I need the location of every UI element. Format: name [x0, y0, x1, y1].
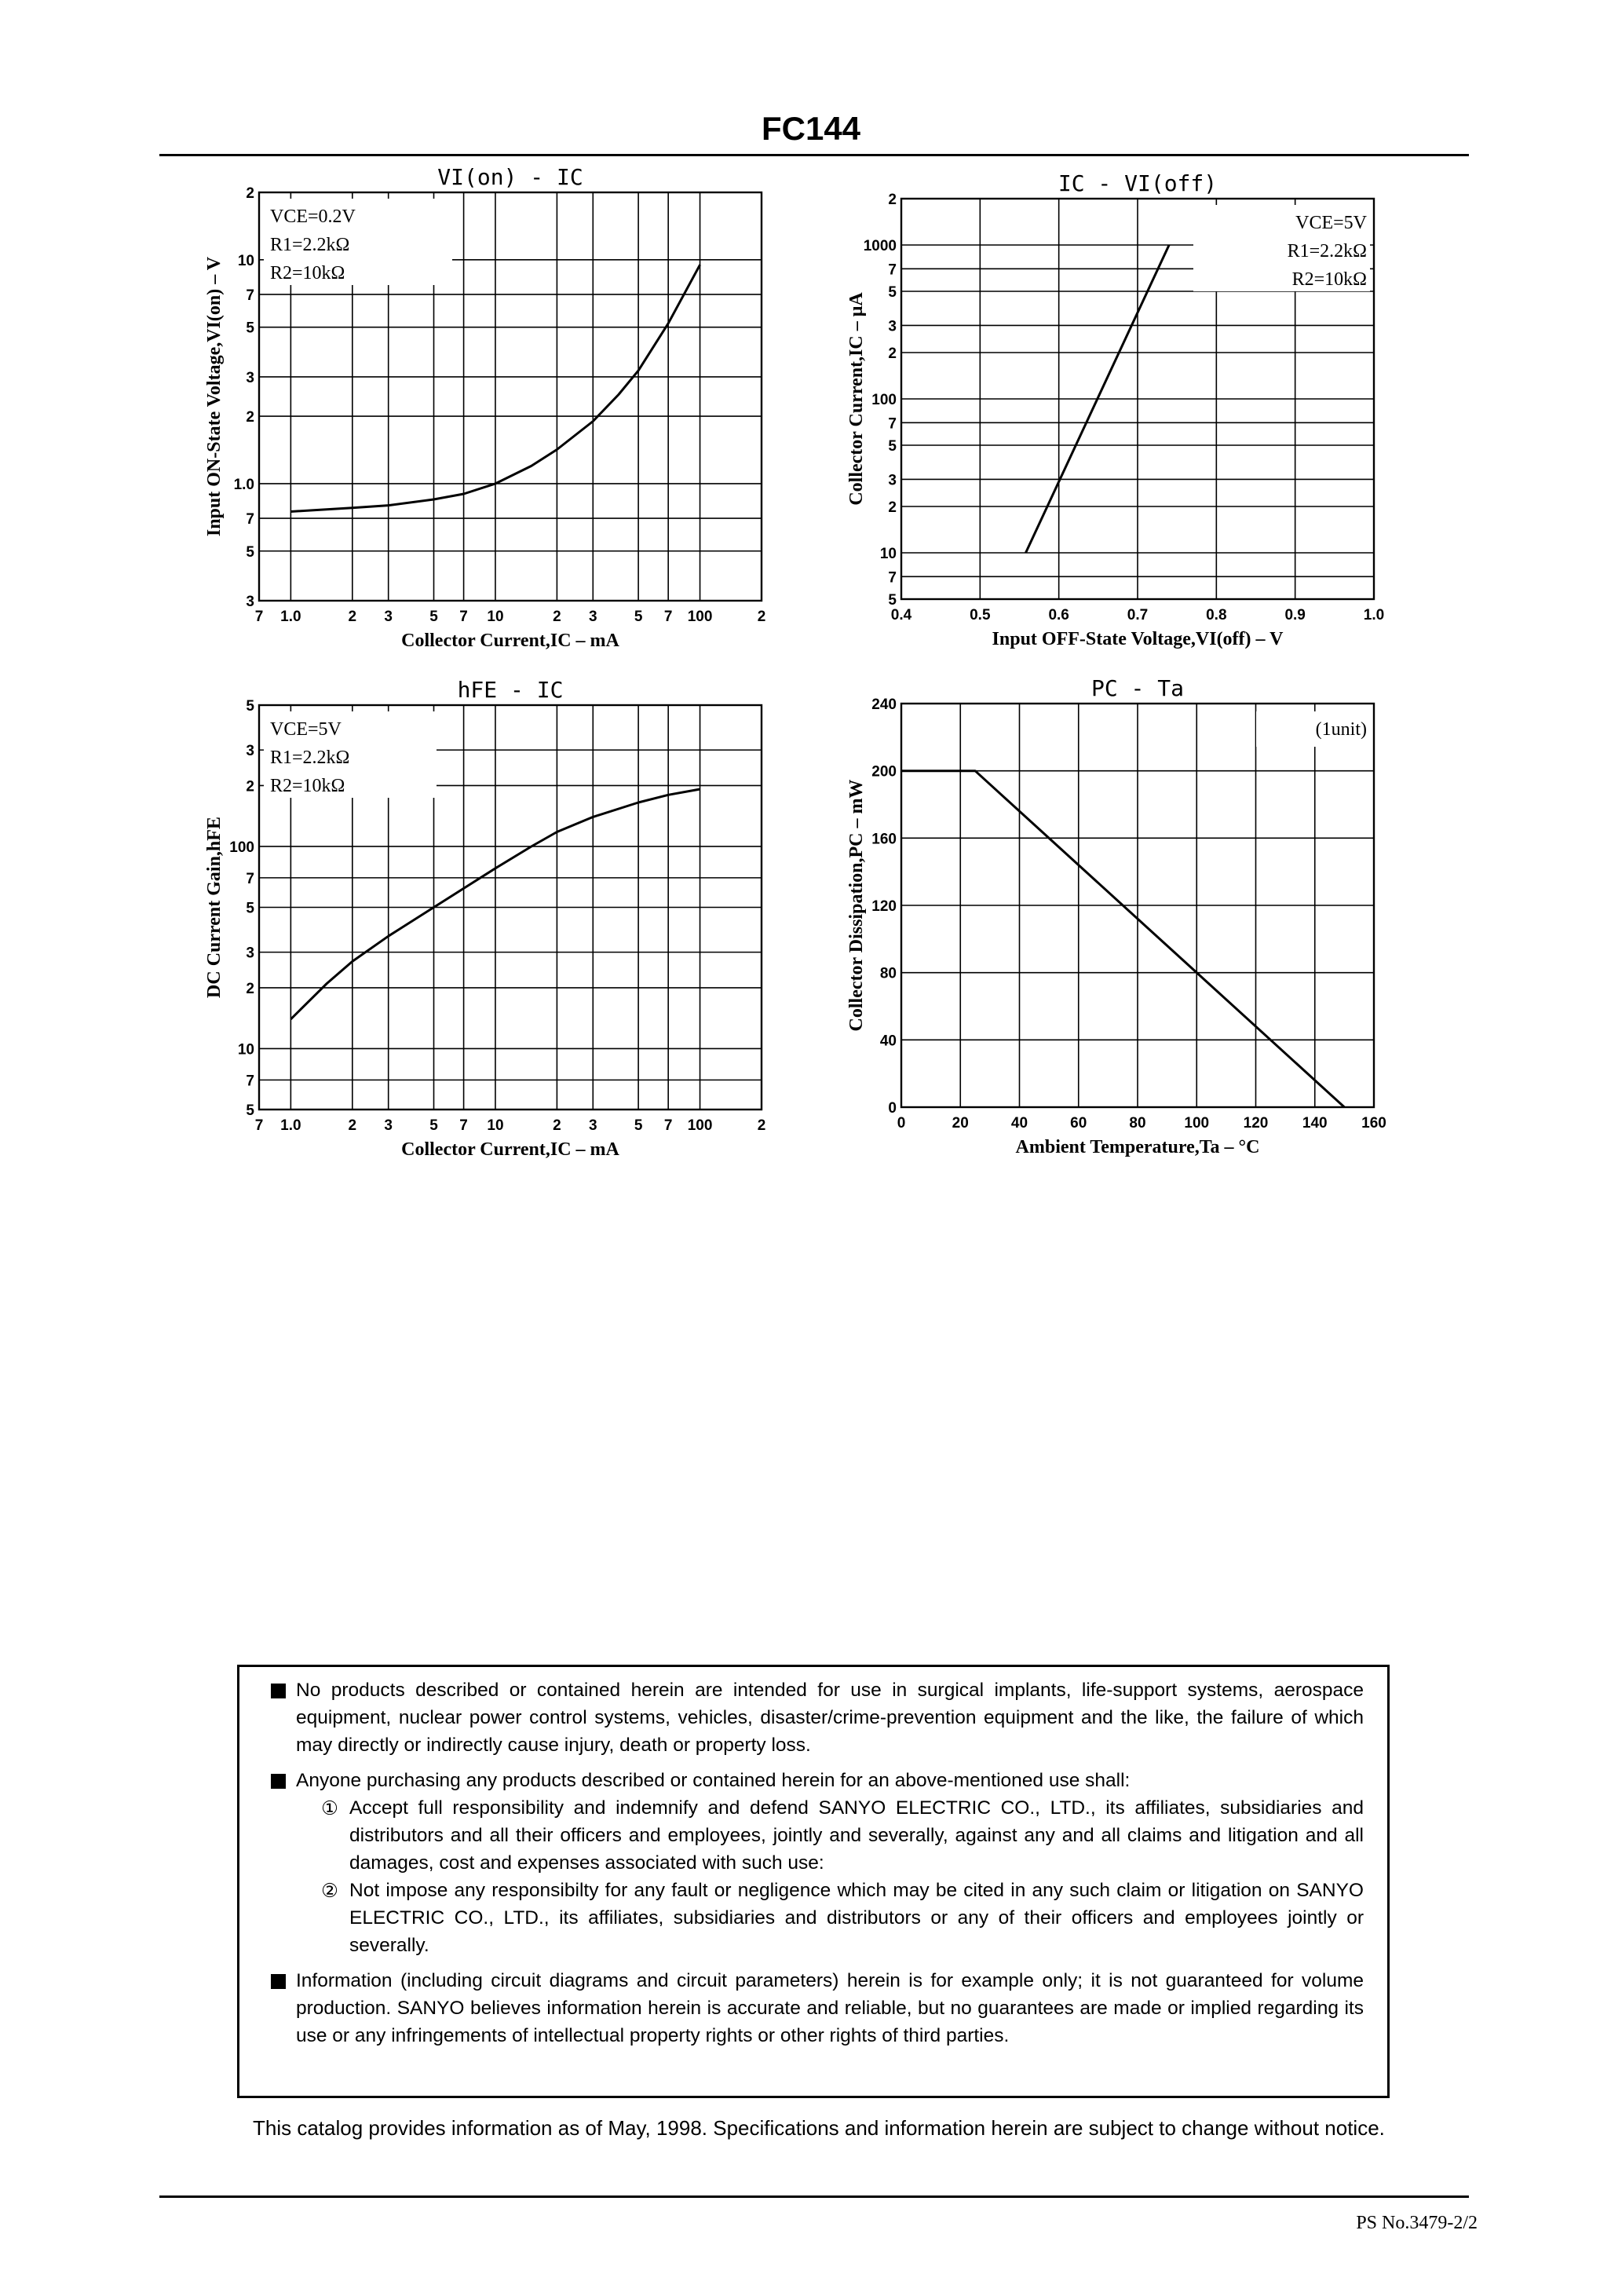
bullet-square-icon [271, 1774, 286, 1789]
y-tick-label: 7 [246, 1073, 254, 1090]
y-tick-label: 10 [237, 252, 254, 269]
x-tick-label: 2 [553, 1117, 561, 1134]
y-tick-label: 10 [237, 1041, 254, 1058]
x-tick-label: 1.0 [280, 609, 301, 625]
x-tick-label: 2 [757, 609, 766, 625]
y-tick-label: 3 [246, 743, 254, 760]
chart-title: PC - Ta [1090, 675, 1185, 701]
x-tick-label: 0.8 [1206, 607, 1227, 623]
x-tick-label: 10 [487, 1117, 504, 1134]
ps-number: PS No.3479-2/2 [1356, 2213, 1478, 2233]
y-tick-label: 100 [229, 839, 254, 856]
y-tick-label: 1000 [863, 238, 897, 255]
circled-number: ② [321, 1879, 338, 1902]
chart-title: VI(on) - IC [437, 164, 583, 190]
notice-item [271, 1967, 1364, 2049]
y-tick-label: 2 [888, 192, 897, 208]
x-tick-label: 2 [348, 1117, 357, 1134]
y-tick-label: 2 [888, 345, 897, 362]
x-tick-label: 2 [757, 1117, 766, 1134]
condition-label: R1=2.2kΩ [270, 235, 350, 255]
y-tick-label: 7 [888, 261, 897, 279]
condition-label: R2=10kΩ [1291, 269, 1367, 290]
x-tick-label: 7 [663, 609, 673, 625]
x-tick-label: 5 [429, 609, 438, 625]
x-tick-label: 0.6 [1048, 607, 1069, 623]
y-tick-label: 1.0 [233, 476, 254, 493]
x-tick-label: 3 [589, 609, 597, 625]
y-tick-label: 200 [871, 763, 897, 781]
x-tick-label: 160 [1361, 1115, 1386, 1132]
x-tick-label: 100 [1184, 1115, 1210, 1132]
x-tick-label: 0 [897, 1115, 906, 1132]
notice-text: No products described or contained herein are intended for use in surgical implants, life-support systems, aerospace equipment, nuclear power control systems, vehicles, disaster/crime-prevention equipment and the like, the failure of which may directly or indirectly cause injury, death or property loss. [296, 1680, 1364, 1756]
chart-title: IC - VI(off) [1058, 170, 1218, 196]
x-tick-label: 3 [589, 1117, 597, 1134]
y-tick-label: 240 [871, 696, 897, 713]
pc-ta-chart [832, 674, 1437, 1184]
notice-text: Anyone purchasing any products described or contained herein for an above-mentioned use shall: [296, 1770, 1131, 1791]
y-tick-label: 3 [888, 318, 897, 335]
condition-label: VCE=5V [270, 719, 342, 740]
notice-item [271, 1767, 1364, 1959]
y-tick-label: 2 [888, 499, 897, 516]
x-axis-label: Collector Current,IC – mA [401, 1139, 619, 1160]
x-tick-label: 2 [553, 609, 561, 625]
x-tick-label: 5 [429, 1117, 438, 1134]
x-tick-label: 140 [1302, 1115, 1328, 1132]
y-tick-label: 5 [888, 438, 897, 455]
y-tick-label: 120 [871, 898, 897, 915]
ic-vioff-chart [832, 161, 1437, 664]
x-tick-label: 7 [459, 609, 468, 625]
x-tick-label: 1.0 [1363, 607, 1385, 623]
x-tick-label: 100 [687, 1117, 713, 1134]
catalog-note: This catalog provides information as of May, 1998. Specifications and information herein are subject to change without notice. [253, 2116, 1385, 2140]
y-tick-label: 3 [888, 472, 897, 489]
x-tick-label: 100 [687, 609, 713, 625]
page-title: FC144 [761, 110, 861, 147]
y-tick-label: 5 [246, 900, 254, 917]
x-axis-label: Collector Current,IC – mA [401, 631, 619, 651]
notice-subitem [296, 1877, 1364, 1959]
x-tick-label: 7 [254, 1117, 264, 1134]
y-tick-label: 2 [246, 980, 254, 997]
y-tick-label: 2 [246, 185, 254, 202]
condition-label: R1=2.2kΩ [270, 748, 350, 768]
y-tick-label: 80 [879, 965, 897, 982]
x-tick-label: 0.4 [890, 607, 912, 623]
y-tick-label: 2 [246, 778, 254, 795]
y-tick-label: 7 [246, 511, 254, 528]
notice-subtext: Accept full responsibility and indemnify and defend SANYO ELECTRIC CO., LTD., its affiliates, subsidiaries and distributors and all their officers and employees, jointly and severally, against any and all claims and litigation and all damages, cost and expenses associated with such use: [349, 1797, 1364, 1874]
x-tick-label: 5 [634, 1117, 643, 1134]
y-tick-label: 7 [246, 287, 254, 304]
y-axis-label: Collector Current,IC – μA [846, 292, 867, 506]
condition-label: VCE=5V [1295, 213, 1367, 233]
notice-text: Information (including circuit diagrams and circuit parameters) herein is for example only; it is not guaranteed for volume production. SANYO believes information herein is accurate and reliable, but no guarantees are made or implied regarding its use or any infringements of intellectual property rights or other rights of third parties. [296, 1970, 1364, 2046]
y-tick-label: 7 [888, 415, 897, 433]
condition-label: (1unit) [1315, 719, 1367, 740]
y-tick-label: 7 [246, 870, 254, 887]
y-tick-label: 5 [246, 698, 254, 715]
condition-label: R2=10kΩ [270, 776, 345, 796]
x-tick-label: 5 [634, 609, 643, 625]
y-tick-label: 5 [246, 320, 254, 337]
x-axis-label: Input OFF-State Voltage,VI(off) – V [992, 629, 1284, 649]
series-line [901, 771, 1344, 1107]
y-tick-label: 7 [888, 569, 897, 587]
y-tick-label: 3 [246, 369, 254, 386]
y-tick-label: 2 [246, 409, 254, 426]
vion-ic-chart [196, 161, 785, 664]
y-tick-label: 3 [246, 594, 254, 610]
y-tick-label: 40 [879, 1033, 897, 1050]
notice-subitem [296, 1794, 1364, 1877]
x-tick-label: 3 [384, 1117, 393, 1134]
hfe-ic-chart [196, 674, 785, 1184]
condition-label: R2=10kΩ [270, 263, 345, 283]
x-tick-label: 40 [1010, 1115, 1028, 1132]
condition-label: R1=2.2kΩ [1287, 241, 1367, 261]
x-tick-label: 0.7 [1127, 607, 1149, 623]
notice-item [271, 1676, 1364, 1759]
circled-number: ① [321, 1797, 338, 1819]
y-tick-label: 5 [246, 543, 254, 561]
condition-label: VCE=0.2V [270, 207, 356, 227]
x-tick-label: 0.5 [970, 607, 991, 623]
notice-subtext: Not impose any responsibilty for any fault or negligence which may be cited in any such claim or litigation on SANYO ELECTRIC CO., LTD., its affiliates, subsidiaries and distributors or any of their officers and employees jointly or severally. [349, 1880, 1364, 1956]
x-tick-label: 1.0 [280, 1117, 301, 1134]
x-tick-label: 3 [384, 609, 393, 625]
y-tick-label: 3 [246, 945, 254, 962]
x-tick-label: 120 [1243, 1115, 1269, 1132]
x-tick-label: 2 [348, 609, 357, 625]
x-tick-label: 0.9 [1284, 607, 1306, 623]
notice-box [237, 1665, 1390, 2098]
y-tick-label: 5 [888, 592, 897, 609]
bullet-square-icon [271, 1974, 286, 1989]
x-tick-label: 60 [1070, 1115, 1087, 1132]
footer-rule [159, 2195, 1469, 2198]
y-tick-label: 5 [246, 1102, 254, 1119]
x-tick-label: 10 [487, 609, 504, 625]
y-tick-label: 0 [888, 1100, 897, 1117]
y-tick-label: 10 [879, 545, 897, 562]
x-tick-label: 7 [254, 609, 264, 625]
y-axis-label: DC Current Gain,hFE [204, 817, 225, 998]
x-tick-label: 7 [459, 1117, 468, 1134]
y-tick-label: 5 [888, 284, 897, 302]
x-tick-label: 80 [1129, 1115, 1146, 1132]
bullet-square-icon [271, 1684, 286, 1698]
chart-title: hFE - IC [457, 677, 564, 703]
x-axis-label: Ambient Temperature,Ta – °C [1015, 1137, 1260, 1157]
x-tick-label: 20 [952, 1115, 969, 1132]
y-axis-label: Collector Dissipation,PC – mW [846, 779, 867, 1032]
y-tick-label: 100 [871, 392, 897, 408]
header-rule [159, 154, 1469, 156]
y-axis-label: Input ON-State Voltage,VI(on) – V [204, 256, 225, 537]
x-tick-label: 7 [663, 1117, 673, 1134]
y-tick-label: 160 [871, 831, 897, 848]
